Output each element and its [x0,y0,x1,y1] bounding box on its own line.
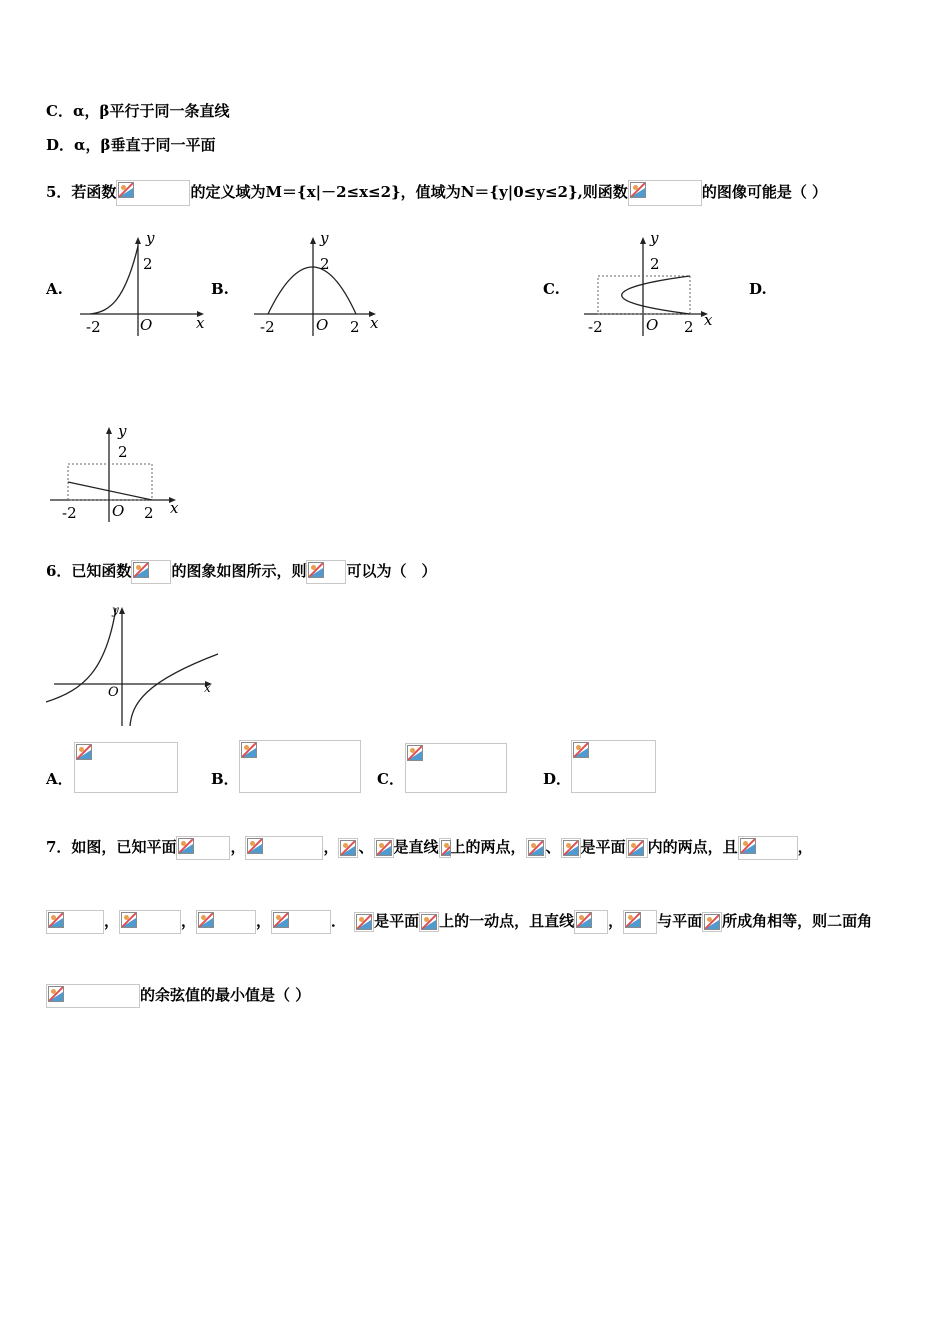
tick-label: 2 [650,255,660,273]
q7-text: 上的一动点，且直线 [439,912,575,930]
broken-image-icon [119,910,181,934]
broken-image-icon [374,838,394,858]
q7-text: 的余弦值的最小值是（ ） [140,986,311,1004]
broken-image-icon [131,560,171,584]
q6-stem-prefix: 6．已知函数 [46,562,132,580]
tick-label: -2 [86,318,101,336]
tick-label: 2 [350,318,360,336]
q6-option-b-image [239,740,361,793]
origin-label: O [646,316,659,334]
q6-stem-suffix: 可以为（ ） [346,562,437,580]
q7-text: ． [331,912,347,930]
tick-label: -2 [588,318,603,336]
q4-option-d: D．α，β垂直于同一平面 [46,136,216,154]
q5-label-b: B. [211,280,229,298]
broken-image-icon [46,910,104,934]
broken-image-icon [738,836,798,860]
origin-label: O [108,685,119,700]
origin-label: O [140,316,153,334]
q5-graph-c [580,230,730,340]
q7-text: ， [104,912,120,930]
q5-label-a: A. [46,280,63,298]
broken-image-icon [561,838,581,858]
broken-image-icon [574,910,608,934]
q6-label-c: C． [377,770,404,788]
origin-label: O [112,502,125,520]
y-axis-label: y [146,229,155,247]
q5-graph-b [250,230,390,340]
broken-image-icon [354,912,374,932]
y-axis-label: y [112,603,119,617]
q6-option-a-image [74,742,178,793]
broken-image-icon [116,180,190,206]
x-axis-label: x [204,681,211,695]
broken-image-icon [526,838,546,858]
tick-label: 2 [143,255,153,273]
q5-label-c: C. [543,280,560,298]
broken-image-icon [176,836,230,860]
q7-text: 是平面 [580,838,626,856]
q7-line-1 [46,836,813,860]
origin-label: O [316,316,329,334]
broken-image-icon [46,984,140,1008]
x-axis-label: x [170,499,179,517]
broken-image-icon [306,560,346,584]
x-axis-label: x [704,311,713,329]
broken-image-icon [702,912,722,932]
broken-image-icon [626,838,648,858]
y-axis-label: y [320,229,329,247]
q6-label-d: D． [543,770,572,788]
q7-text: ， [230,838,246,856]
broken-image-icon [245,836,323,860]
q4-option-c: C．α，β平行于同一条直线 [46,102,230,120]
broken-image-icon [196,910,256,934]
q7-text: 上的两点， [450,838,526,856]
q5-label-d: D. [749,280,767,298]
x-axis-label: x [370,314,379,332]
q7-line-2 [46,910,872,934]
q5-stem-mid: 的定义域为M＝{x|－2≤x≤2}，值域为N＝{y|0≤y≤2},则函数 [190,183,628,201]
broken-image-icon [271,910,331,934]
q7-text: 7．如图，已知平面 [46,838,177,856]
y-axis-label: y [650,229,659,247]
q6-label-b: B． [211,770,239,788]
tick-label: 2 [118,443,128,461]
q6-label-a: A． [46,770,73,788]
tick-label: 2 [684,318,694,336]
q5-stem-prefix: 5．若函数 [46,183,117,201]
q7-text: ， [797,838,813,856]
broken-image-icon [623,910,657,934]
q7-text: 、 [358,838,374,856]
q7-text: ， [256,912,272,930]
broken-image-icon [419,912,439,932]
tick-label: -2 [260,318,275,336]
x-axis-label: x [196,314,205,332]
q5-graph-a [70,230,220,340]
q5-graph-d [46,420,196,530]
y-axis-label: y [118,422,127,440]
broken-image-icon [338,838,358,858]
q7-text: 内的两点，且 [647,838,738,856]
q7-text: 所成角相等，则二面角 [722,912,873,930]
q5-stem [46,180,827,206]
q7-text: ， [608,912,624,930]
tick-label: 2 [144,504,154,522]
broken-image-icon [628,180,702,206]
q7-text: ， [181,912,197,930]
q7-text: 是直线 [393,838,439,856]
tick-label: -2 [62,504,77,522]
q7-text: ， [323,838,339,856]
q7-text: 是平面 [374,912,420,930]
q6-graph [44,604,224,730]
q7-line-3 [46,984,310,1008]
q6-option-c-image [405,743,507,793]
broken-image-icon [439,838,451,858]
q6-option-d-image [571,740,656,793]
q6-stem [46,560,436,584]
q6-stem-mid: 的图象如图所示，则 [171,562,307,580]
q7-text: 与平面 [657,912,703,930]
tick-label: 2 [320,255,330,273]
q5-stem-suffix: 的图像可能是（ ） [701,183,828,201]
q7-text: 、 [545,838,561,856]
